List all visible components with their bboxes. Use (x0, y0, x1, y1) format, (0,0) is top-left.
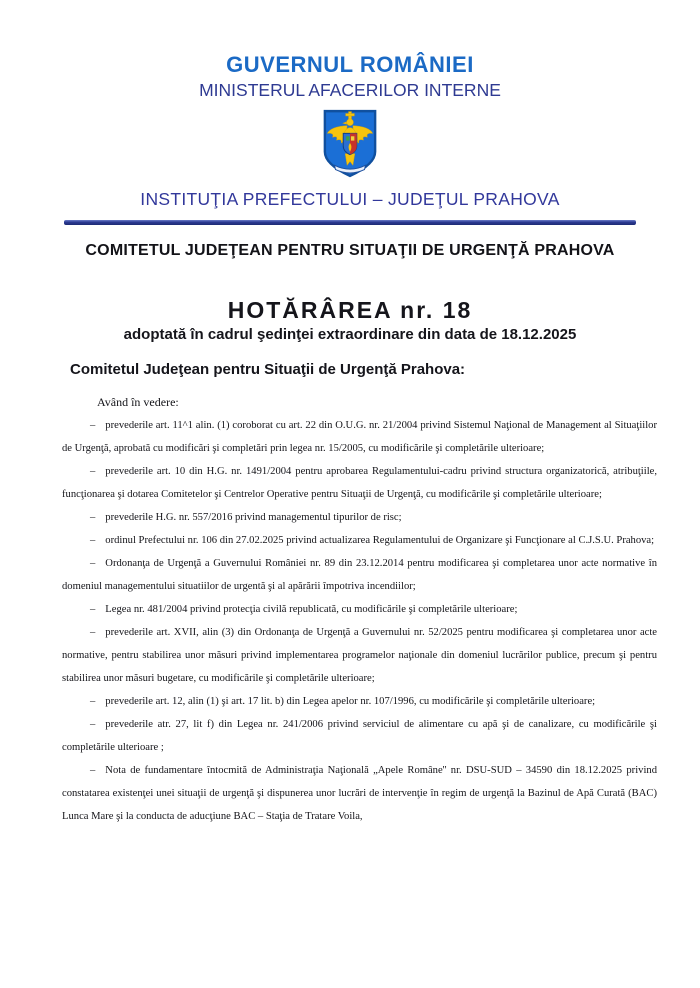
list-dash-icon: – (90, 627, 96, 638)
consideration-text: prevederile H.G. nr. 557/2016 privind managementul tipurilor de risc; (105, 512, 402, 523)
consideration-text: prevederile art. 12, alin (1) şi art. 17 lit. b) din Legea apelor nr. 107/1996, cu modificările şi completările ulterioare; (105, 696, 596, 707)
header-divider (64, 220, 636, 225)
consideration-text: prevederile art. 10 din H.G. nr. 1491/2004 pentru aprobarea Regulamentului-cadru privind structura organizatorică, atribuţiile, funcţionarea şi dotarea Comitetelor şi Centrelor Operative pentru Situaţii de Urgenţă, cu modificările şi completările ulterioare; (62, 466, 657, 500)
ministry-title: MINISTERUL AFACERILOR INTERNE (199, 80, 501, 100)
consideration-item (62, 552, 657, 598)
consideration-text: prevederile art. 11^1 alin. (1) coroborat cu art. 22 din O.U.G. nr. 21/2004 privind Sistemul Naţional de Management al Situaţiilor de Urgenţă, aprobată cu modificări şi completări prin legea nr. 15/2005, cu modificările şi completările ulterioare; (62, 420, 657, 454)
list-dash-icon: – (90, 696, 96, 707)
list-dash-icon: – (90, 420, 96, 431)
consideration-item (62, 690, 657, 713)
list-dash-icon: – (90, 466, 96, 477)
preamble-text: Având în vedere: (97, 395, 179, 409)
list-dash-icon: – (90, 512, 96, 523)
consideration-text: Legea nr. 481/2004 privind protecţia civilă republicată, cu modificările şi completările ulterioare; (105, 604, 518, 615)
consideration-item (62, 529, 657, 552)
consideration-text: Nota de fundamentare întocmită de Administraţia Naţională „Apele Române'' nr. DSU-SUD – 34590 din 18.12.2025 privind constatarea existenţei unei situaţii de urgenţă şi dispunerea unor lucrări de intervenţie în regim de urgenţă la Bazinul de Apă Curată (BAC) Lunca Mare şi la conducta de aducţiune BAC – Staţia de Tratare Voila, (62, 765, 657, 822)
list-dash-icon: – (90, 719, 96, 730)
consideration-text: prevederile atr. 27, lit f) din Legea nr. 241/2006 privind serviciul de alimentare cu apă şi de canalizare, cu modificările şi completările ulterioare ; (62, 719, 657, 753)
consideration-text: prevederile art. XVII, alin (3) din Ordonanţa de Urgenţă a Guvernului nr. 52/2025 pentru modificarea şi completarea unor acte normative, pentru stabilirea unor măsuri privind implementarea programelor naţionale din domeniul lucrărilor publice, precum şi pentru stabilirea unor măsuri bugetare, cu modificările şi completările ulterioare; (62, 627, 657, 684)
institution-title: INSTITUŢIA PREFECTULUI – JUDEŢUL PRAHOVA (140, 189, 560, 209)
romania-coat-of-arms-icon (321, 109, 379, 179)
consideration-item (62, 506, 657, 529)
consideration-item (62, 414, 657, 460)
committee-title: COMITETUL JUDEŢEAN PENTRU SITUAŢII DE URGENŢĂ PRAHOVA (85, 242, 615, 259)
consideration-item (62, 621, 657, 690)
list-dash-icon: – (90, 765, 96, 776)
consideration-item (62, 713, 657, 759)
government-title: GUVERNUL ROMÂNIEI (226, 52, 474, 77)
issuer-line: Comitetul Judeţean pentru Situaţii de Urgenţă Prahova: (70, 361, 466, 378)
consideration-text: Ordonanţa de Urgenţă a Guvernului României nr. 89 din 23.12.2014 pentru modificarea şi completarea unor acte normative în domeniul managementului situatiilor de urgentă şi al apărării împotriva incendiilor; (62, 558, 657, 592)
list-dash-icon: – (90, 604, 96, 615)
consideration-item (62, 598, 657, 621)
list-dash-icon: – (90, 558, 96, 569)
consideration-item (62, 759, 657, 828)
decision-title: HOTĂRÂREA nr. 18 (227, 297, 473, 323)
list-dash-icon: – (90, 535, 96, 546)
document-header (0, 0, 700, 225)
consideration-text: ordinul Prefectului nr. 106 din 27.02.2025 privind actualizarea Regulamentului de Organizare şi Funcţionare al C.J.S.U. Prahova; (105, 535, 655, 546)
document-body (0, 391, 700, 828)
decision-subtitle: adoptată în cadrul şedinţei extraordinare din data de 18.12.2025 (123, 326, 577, 343)
consideration-item (62, 460, 657, 506)
